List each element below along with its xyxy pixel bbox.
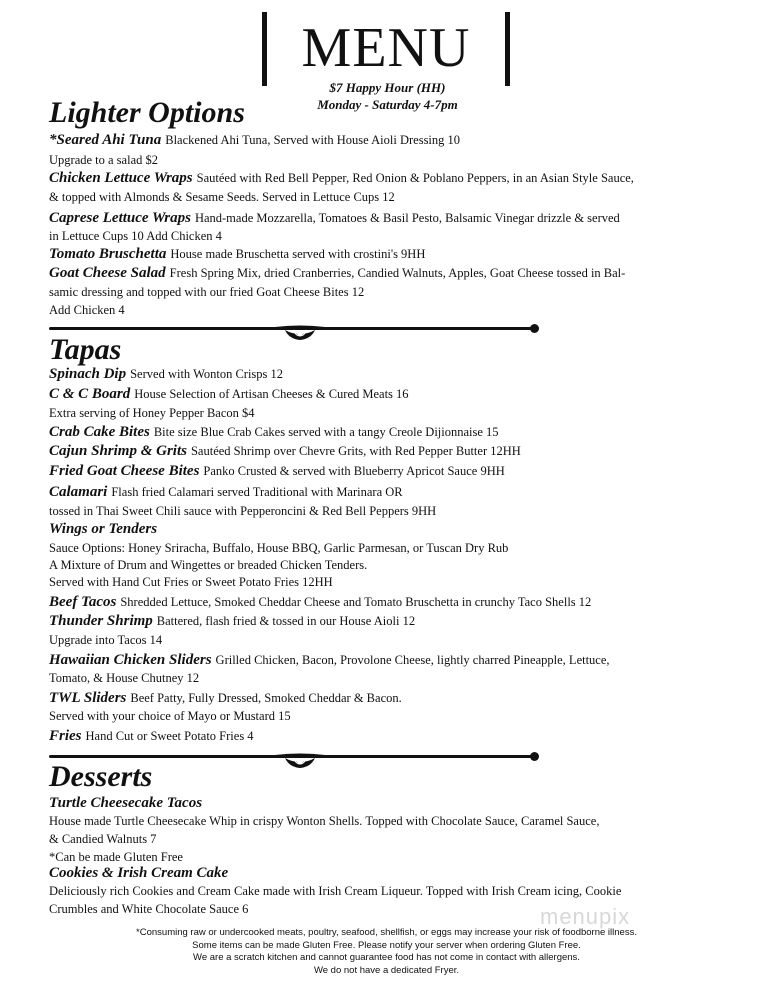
menu-item-detail: *Can be made Gluten Free — [49, 850, 183, 864]
menu-item-description: Shredded Lettuce, Smoked Cheddar Cheese and Tomato Bruschetta in crunchy Taco Shells 12 — [120, 595, 592, 609]
menu-item — [49, 484, 739, 501]
menu-item-name: Calamari — [49, 484, 108, 500]
menu-item-name: Cajun Shrimp & Grits — [49, 443, 187, 459]
menu-item-detail: Served with Hand Cut Fries or Sweet Potato Fries 12HH — [49, 575, 333, 589]
menu-item-description: Beef Patty, Fully Dressed, Smoked Cheddar & Bacon. — [130, 691, 402, 705]
menu-item-description: Flash fried Calamari served Traditional with Marinara OR — [111, 485, 403, 499]
menu-item — [49, 170, 739, 187]
menu-item-name: Crab Cake Bites — [49, 424, 150, 440]
menu-item — [49, 690, 739, 707]
menu-item-detail: & topped with Almonds & Sesame Seeds. Served in Lettuce Cups 12 — [49, 190, 395, 204]
menu-item-description: Hand Cut or Sweet Potato Fries 4 — [85, 729, 254, 743]
fleuron-ornament-icon — [275, 319, 325, 341]
menu-item — [49, 652, 739, 669]
menu-item-name: TWL Sliders — [49, 690, 127, 706]
menu-item-description: Hand-made Mozzarella, Tomatoes & Basil Pesto, Balsamic Vinegar drizzle & served — [194, 211, 620, 225]
divider-end-cap — [530, 324, 539, 333]
menu-item — [49, 210, 739, 227]
menu-item-name: Tomato Bruschetta — [49, 246, 167, 262]
menu-item-description: Served with Wonton Crisps 12 — [130, 367, 284, 381]
menu-item-name: Spinach Dip — [49, 366, 127, 382]
footer-line: We do not have a dedicated Fryer. — [313, 964, 460, 976]
menu-item-description: Battered, flash fried & tossed in our House Aioli 12 — [156, 614, 416, 628]
fleuron-ornament-icon — [275, 747, 325, 769]
menu-item-description: Bite size Blue Crab Cakes served with a tangy Creole Dijionnaise 15 — [153, 425, 499, 439]
menu-item — [49, 443, 739, 460]
menu-item — [49, 386, 739, 403]
menu-item — [49, 246, 739, 263]
menu-title: MENU — [301, 17, 471, 79]
menu-item-name: Fries — [49, 728, 82, 744]
menu-item — [49, 366, 739, 383]
menu-item-name: Goat Cheese Salad — [49, 265, 166, 281]
menu-item — [49, 463, 739, 480]
menu-item-detail: Upgrade into Tacos 14 — [49, 633, 163, 647]
menu-item-detail: Add Chicken 4 — [49, 303, 125, 317]
menu-item-detail: tossed in Thai Sweet Chili sauce with Pepperoncini & Red Bell Peppers 9HH — [49, 504, 437, 518]
menu-item — [49, 265, 739, 282]
section-divider — [49, 749, 539, 765]
menu-item — [49, 132, 739, 149]
menu-item-description: Sautéed with Red Bell Pepper, Red Onion & Poblano Peppers, in an Asian Style Sauce, — [196, 171, 634, 185]
section-title-lighter-options: Lighter Options — [49, 96, 245, 129]
menu-item-detail: Sauce Options: Honey Sriracha, Buffalo, House BBQ, Garlic Parmesan, or Tuscan Dry Rub — [49, 541, 509, 555]
divider-end-cap — [530, 752, 539, 761]
menu-item-name: Fried Goat Cheese Bites — [49, 463, 200, 479]
menu-item-name: *Seared Ahi Tuna — [49, 132, 162, 148]
menu-item-detail: House made Turtle Cheesecake Whip in crispy Wonton Shells. Topped with Chocolate Sauce, Caramel Sauce, — [49, 814, 600, 828]
menu-item-name: Caprese Lettuce Wraps — [49, 210, 191, 226]
menu-item-name: Beef Tacos — [49, 594, 117, 610]
footer-line: We are a scratch kitchen and cannot guarantee food has not come in contact with allergens. — [193, 952, 580, 963]
menu-item-description: Panko Crusted & served with Blueberry Apricot Sauce 9HH — [203, 464, 505, 478]
happy-hour-times: Monday - Saturday 4-7pm — [317, 97, 458, 112]
menu-item-detail: Upgrade to a salad $2 — [49, 153, 158, 167]
happy-hour-label: $7 Happy Hour (HH) — [329, 80, 446, 95]
menu-item-detail: & Candied Walnuts 7 — [49, 832, 157, 846]
menu-item-name: Turtle Cheesecake Tacos — [49, 795, 203, 811]
menu-item-name: Wings or Tenders — [49, 521, 158, 537]
menu-item-detail: Tomato, & House Chutney 12 — [49, 671, 200, 685]
menu-item-detail: samic dressing and topped with our fried Goat Cheese Bites 12 — [49, 285, 365, 299]
menu-item-description: Fresh Spring Mix, dried Cranberries, Candied Walnuts, Apples, Goat Cheese tossed in Bal- — [169, 266, 626, 280]
menu-item-name: Cookies & Irish Cream Cake — [49, 865, 229, 881]
section-divider — [49, 321, 539, 337]
menu-item — [49, 865, 739, 882]
menu-item — [49, 424, 739, 441]
menu-title-box — [262, 12, 510, 86]
menu-item-name: Thunder Shrimp — [49, 613, 153, 629]
footer-line: *Consuming raw or undercooked meats, poultry, seafood, shellfish, or eggs may increase your risk of foodborne illness. — [136, 927, 637, 938]
menu-item-description: Grilled Chicken, Bacon, Provolone Cheese, lightly charred Pineapple, Lettuce, — [215, 653, 610, 667]
menu-item-detail: Crumbles and White Chocolate Sauce 6 — [49, 902, 249, 916]
menu-item — [49, 795, 739, 812]
menupix-watermark: menupix — [540, 904, 631, 929]
menu-item-detail: Deliciously rich Cookies and Cream Cake made with Irish Cream Liqueur. Topped with Irish Cream icing, Cookie — [49, 884, 622, 898]
menu-item-detail: Extra serving of Honey Pepper Bacon $4 — [49, 406, 255, 420]
menu-item-detail: Served with your choice of Mayo or Mustard 15 — [49, 709, 291, 723]
menu-item-name: C & C Board — [49, 386, 131, 402]
footer-line: Some items can be made Gluten Free. Please notify your server when ordering Gluten Free. — [192, 939, 581, 951]
menu-item-description: Blackened Ahi Tuna, Served with House Aioli Dressing 10 — [165, 133, 461, 147]
menu-item — [49, 613, 739, 630]
menu-item — [49, 521, 739, 538]
menu-item-detail: in Lettuce Cups 10 Add Chicken 4 — [49, 229, 222, 243]
title-bar-right — [505, 12, 510, 86]
section-title-tapas: Tapas — [49, 333, 122, 366]
menu-item-description: House made Bruschetta served with crostini's 9HH — [170, 247, 426, 261]
menu-item-description: Sautéed Shrimp over Chevre Grits, with Red Pepper Butter 12HH — [190, 444, 521, 458]
menu-item-detail: A Mixture of Drum and Wingettes or breaded Chicken Tenders. — [49, 558, 368, 572]
section-title-desserts: Desserts — [49, 760, 153, 793]
menu-item — [49, 594, 739, 611]
menu-item-name: Hawaiian Chicken Sliders — [49, 652, 212, 668]
menu-item-description: House Selection of Artisan Cheeses & Cured Meats 16 — [134, 387, 409, 401]
menu-item — [49, 728, 739, 745]
menu-item-name: Chicken Lettuce Wraps — [49, 170, 193, 186]
